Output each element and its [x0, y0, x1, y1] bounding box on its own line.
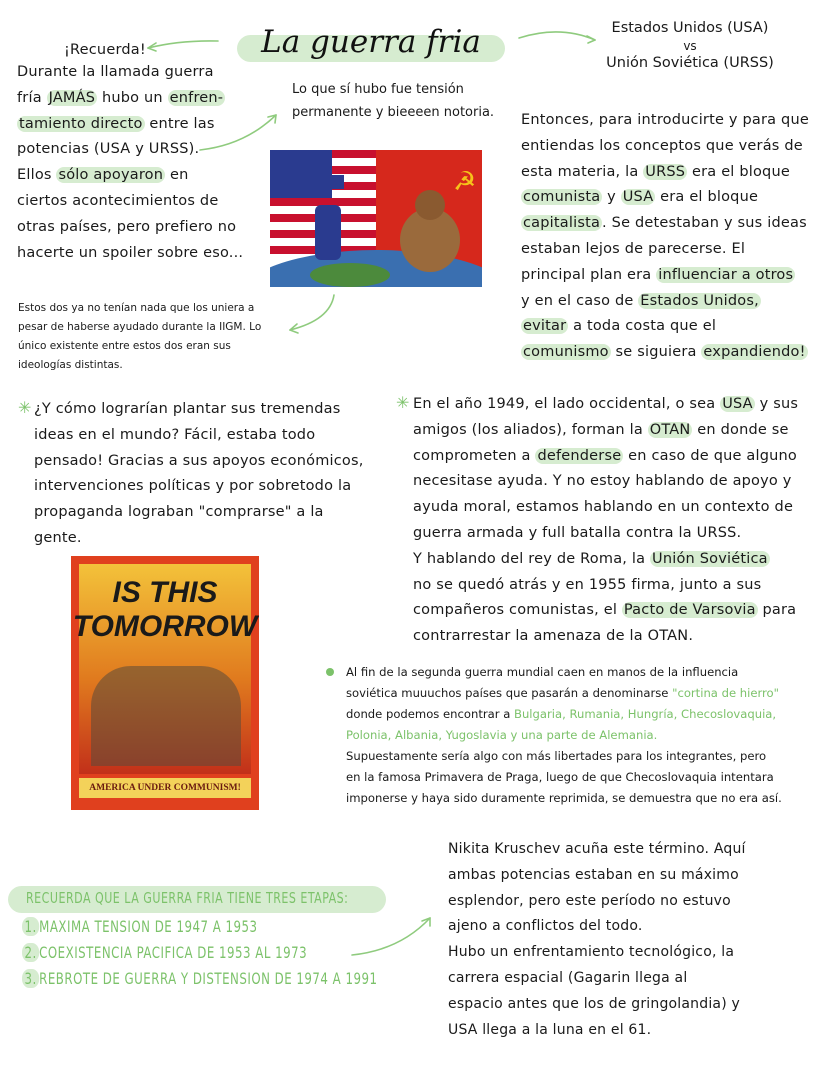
- text-segment: ideas en el mundo? Fácil, estaba todo: [34, 426, 316, 443]
- text-segment: guerra armada y full batalla contra la URSS.: [413, 524, 742, 541]
- highlighted-text: influenciar a otros: [658, 266, 794, 283]
- text-segment: y: [602, 189, 621, 206]
- poster-caption: AMERICA UNDER COMMUNISM!: [79, 778, 251, 798]
- green-text: "cortina de hierro": [672, 686, 779, 700]
- text-segment: donde podemos encontrar a: [346, 707, 514, 721]
- text-segment: gente.: [34, 529, 82, 546]
- text-segment: Entonces, para introducirte y para que: [521, 112, 809, 128]
- highlighted-text: expandiendo!: [703, 344, 806, 361]
- text-segment: pensado! Gracias a sus apoyos económicos,: [34, 452, 364, 469]
- text-segment: esplendor, pero este período no estuvo: [448, 892, 731, 909]
- etapa-item: 3. REBROTE DE GUERRA Y DISTENSION DE 1974 A 1991: [22, 969, 377, 988]
- text-segment: entiendas los conceptos que verás de: [521, 137, 803, 154]
- highlighted-text: Estados Unidos,: [640, 292, 759, 309]
- text-segment: Ellos: [17, 167, 57, 184]
- text-segment: en caso de que alguno: [623, 447, 797, 464]
- highlighted-text: comunismo: [523, 344, 609, 361]
- highlighted-text: enfren-: [169, 89, 224, 106]
- asterisk-icon: ✳: [18, 398, 32, 417]
- text-segment: ¿Y cómo lograrían plantar sus tremendas: [34, 401, 341, 417]
- highlighted-text: USA: [722, 396, 753, 412]
- etapa-item: 1. MAXIMA TENSION DE 1947 A 1953: [22, 917, 258, 936]
- green-text: Polonia, Albania, Yugoslavia y una parte de Alemania.: [346, 728, 658, 742]
- highlighted-text: evitar: [523, 318, 567, 335]
- text-segment: En el año 1949, el lado occidental, o sea: [413, 396, 721, 412]
- text-segment: ajeno a conflictos del todo.: [448, 918, 643, 935]
- text-segment: carrera espacial (Gagarin llega al: [448, 969, 688, 986]
- page-title: La guerra fria: [261, 24, 481, 60]
- highlighted-text: sólo apoyaron: [58, 167, 164, 184]
- text-segment: en la famosa Primavera de Praga, luego de que Checoslovaquia intentara: [346, 770, 774, 784]
- svg-text:☭: ☭: [453, 167, 477, 197]
- highlighted-text: defenderse: [537, 447, 622, 464]
- text-segment: ambas potencias estaban en su máximo: [448, 866, 739, 883]
- text-segment: compañeros comunistas, el: [413, 602, 622, 619]
- text-segment: hubo un: [97, 89, 168, 106]
- text-segment: en: [165, 167, 189, 184]
- text-segment: Estos dos ya no tenían nada que los uniera a: [18, 302, 255, 314]
- green-text: Bulgaria, Rumania, Hungría, Checoslovaquia,: [514, 707, 777, 721]
- poster-headline: IS THIS TOMORROW: [72, 576, 258, 643]
- text-segment: ciertos acontecimientos de: [17, 192, 219, 209]
- text-segment: y sus: [754, 396, 799, 412]
- text-segment: a toda costa que el: [568, 318, 717, 335]
- highlighted-text: OTAN: [649, 421, 691, 438]
- highlighted-text: USA: [622, 189, 654, 206]
- text-segment: era el bloque: [655, 189, 759, 206]
- text-segment: otras países, pero prefiero no: [17, 218, 237, 235]
- highlighted-text: comunista: [523, 189, 601, 206]
- text-segment: USA llega a la luna en el 61.: [448, 1021, 652, 1038]
- etapa-item: 2. COEXISTENCIA PACIFICA DE 1953 AL 1973: [22, 943, 307, 962]
- text-segment: y en el caso de: [521, 292, 639, 309]
- text-segment: ideologías distintas.: [18, 359, 123, 371]
- highlighted-text: Unión Soviética: [652, 550, 768, 567]
- text-segment: Supuestamente sería algo con más libertades para los integrantes, pero: [346, 749, 767, 763]
- text-segment: necesitase ayuda. Y no estoy hablando de apoyo y: [413, 473, 792, 490]
- text-segment: amigos (los aliados), forman la: [413, 421, 648, 438]
- versus-urss: Unión Soviética (URSS): [606, 55, 774, 71]
- text-segment: fría: [17, 89, 47, 106]
- text-segment: intervenciones políticas y por sobretodo la: [34, 478, 352, 495]
- text-segment: hacerte un spoiler sobre eso...: [17, 244, 244, 261]
- text-segment: se siguiera: [610, 344, 702, 361]
- versus-vs: vs: [683, 39, 697, 53]
- highlighted-text: JAMÁS: [48, 89, 96, 106]
- highlighted-text: Pacto de Varsovia: [623, 602, 756, 619]
- text-segment: pesar de haberse ayudado durante la IIGM. Lo: [18, 321, 262, 333]
- versus-usa: Estados Unidos (USA): [611, 20, 769, 36]
- text-segment: era el bloque: [687, 163, 790, 180]
- text-segment: . Se detestaban y sus ideas: [602, 215, 807, 232]
- text-segment: Al fin de la segunda guerra mundial caen en manos de la influencia: [346, 665, 739, 679]
- highlighted-text: URSS: [645, 163, 686, 180]
- highlighted-text: capitalista: [523, 215, 601, 232]
- text-segment: espacio antes que los de gringolandia) y: [448, 995, 740, 1012]
- text-segment: esta materia, la: [521, 163, 644, 180]
- text-segment: Hubo un enfrentamiento tecnológico, la: [448, 944, 735, 961]
- asterisk-icon: ✳: [396, 393, 410, 412]
- text-segment: Y hablando del rey de Roma, la: [413, 550, 651, 567]
- text-segment: contrarrestar la amenaza de la OTAN.: [413, 628, 694, 645]
- text-segment: principal plan era: [521, 266, 657, 283]
- text-segment: potencias (USA y URSS).: [17, 141, 200, 158]
- text-segment: para: [757, 602, 797, 619]
- highlighted-text: tamiento directo: [19, 115, 143, 132]
- etapas-heading: RECUERDA QUE LA GUERRA FRIA TIENE TRES ETAPAS:: [26, 889, 349, 907]
- text-segment: único existente entre estos dos eran sus: [18, 340, 231, 352]
- text-segment: estaban lejos de parecerse. El: [521, 240, 746, 257]
- text-segment: Nikita Kruschev acuña este término. Aquí: [448, 841, 746, 857]
- text-segment: comprometen a: [413, 447, 536, 464]
- text-segment: propaganda lograban "comprarse" a la: [34, 504, 324, 521]
- text-segment: permanente y bieeeen notoria.: [292, 105, 495, 120]
- text-segment: Durante la llamada guerra: [17, 64, 214, 80]
- text-segment: imponerse y haya sido duramente reprimida, se demuestra que no era así.: [346, 791, 782, 805]
- text-segment: Lo que sí hubo fue tensión: [292, 82, 464, 97]
- text-segment: en donde se: [692, 421, 789, 438]
- text-segment: soviética muuuchos países que pasarán a denominarse: [346, 686, 673, 700]
- text-segment: no se quedó atrás y en 1955 firma, junto a sus: [413, 576, 762, 593]
- recuerda-label: ¡Recuerda!: [64, 42, 146, 58]
- text-segment: ayuda moral, estamos hablando en un contexto de: [413, 499, 794, 516]
- text-segment: entre las: [144, 115, 215, 132]
